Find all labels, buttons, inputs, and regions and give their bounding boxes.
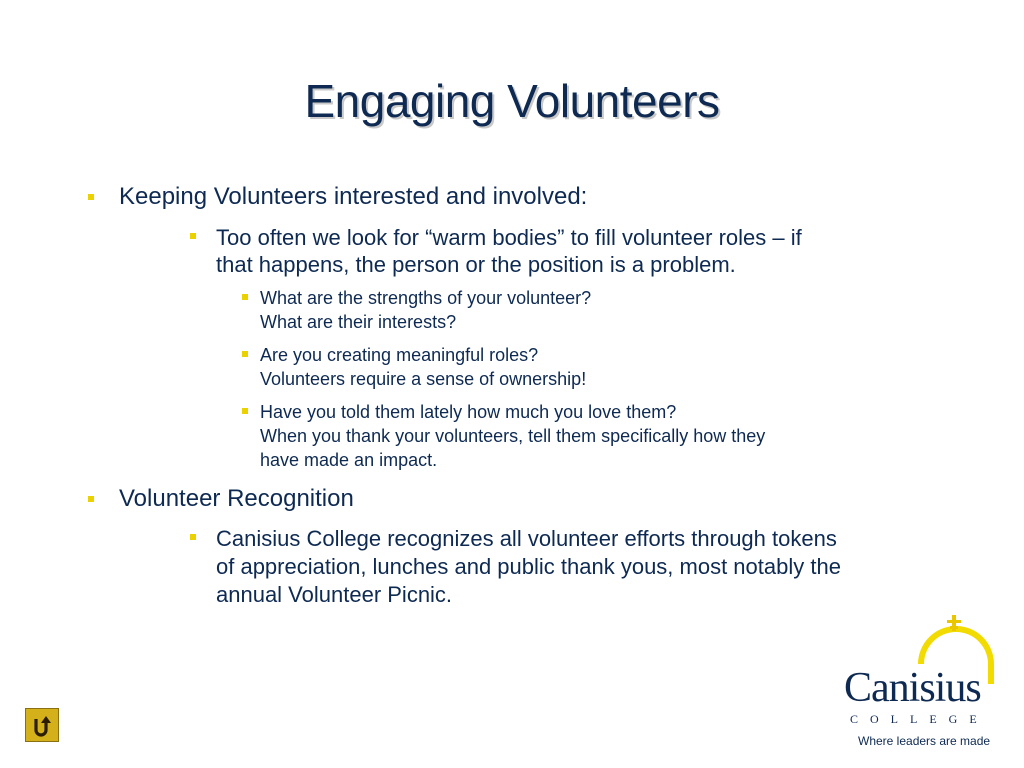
- bullet-line: What are their interests?: [260, 312, 457, 332]
- bullet-line: of appreciation, lunches and public thank yous, most notably the: [216, 554, 841, 579]
- bullet-line: have made an impact.: [260, 450, 438, 470]
- square-bullet-icon: [190, 534, 196, 540]
- bullet-line: Are you creating meaningful roles?: [260, 345, 539, 365]
- return-button[interactable]: [25, 708, 59, 742]
- square-bullet-icon: [242, 294, 248, 300]
- logo-college: COLLEGE: [850, 712, 989, 726]
- canisius-college-logo: [840, 612, 1010, 752]
- bullet-line: annual Volunteer Picnic.: [216, 582, 453, 607]
- bullet-line: Have you told them lately how much you love them?: [260, 402, 677, 422]
- bullet-text: Keeping Volunteers interested and involved:: [119, 183, 588, 210]
- bullet-line: Volunteers require a sense of ownership!: [260, 369, 587, 389]
- return-arrow-icon: [26, 709, 58, 741]
- bullet-line: When you thank your volunteers, tell them specifically how they: [260, 426, 766, 446]
- slide-title: Engaging Volunteers: [304, 75, 720, 127]
- bullet-text: Volunteer Recognition: [119, 485, 354, 512]
- square-bullet-icon: [242, 351, 248, 357]
- bullet-line: What are the strengths of your volunteer?: [260, 288, 592, 308]
- logo-tagline: Where leaders are made: [858, 734, 991, 748]
- bullet-line: that happens, the person or the position is a problem.: [216, 252, 736, 277]
- bullet-line: Too often we look for “warm bodies” to fill volunteer roles – if: [216, 225, 802, 250]
- square-bullet-icon: [88, 496, 94, 502]
- square-bullet-icon: [88, 194, 94, 200]
- logo-wordmark: Canisius: [844, 665, 981, 711]
- square-bullet-icon: [242, 408, 248, 414]
- square-bullet-icon: [190, 233, 196, 239]
- bullet-line: Canisius College recognizes all volunteer efforts through tokens: [216, 526, 837, 551]
